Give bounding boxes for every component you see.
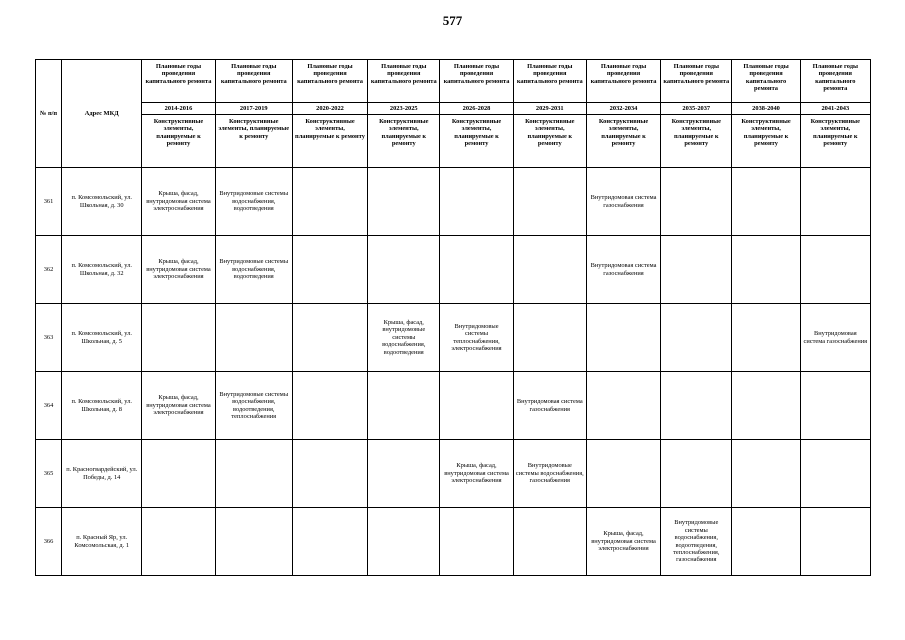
period-title: Плановые годы проведения капитального ремонта	[800, 60, 870, 103]
table-row	[36, 236, 871, 304]
repair-cell	[586, 304, 660, 372]
period-label: 2017-2019	[215, 103, 292, 115]
row-address: п. Комсомольский, ул. Школьная, д. 8	[62, 372, 142, 440]
row-address: п. Красногвардейский, ул. Победы, д. 14	[62, 440, 142, 508]
table-row	[36, 440, 871, 508]
repair-cell	[215, 304, 292, 372]
row-address: п. Комсомольский, ул. Школьная, д. 5	[62, 304, 142, 372]
repair-cell: Внутридомовые системы теплоснабжения, электроснабжения	[440, 304, 513, 372]
repair-cell: Внутридомовая система газоснабжения	[586, 236, 660, 304]
repair-cell	[732, 236, 800, 304]
sub-header: Конструктивные элементы, планируемые к ремонту	[800, 115, 870, 168]
repair-cell	[368, 372, 440, 440]
repair-cell	[368, 508, 440, 576]
col-num-header: № п/п	[36, 60, 62, 168]
repair-cell: Внутридомовая система газоснабжения	[513, 372, 586, 440]
repair-cell: Внутридомовые системы водоснабжения, газоснабжения	[513, 440, 586, 508]
table-row	[36, 168, 871, 236]
repair-cell	[800, 508, 870, 576]
period-label: 2026-2028	[440, 103, 513, 115]
repair-cell	[292, 168, 367, 236]
repair-cell	[440, 236, 513, 304]
repair-cell	[292, 304, 367, 372]
repair-cell	[292, 236, 367, 304]
repair-cell	[368, 168, 440, 236]
row-number: 366	[36, 508, 62, 576]
repair-cell	[142, 508, 215, 576]
sub-header: Конструктивные элементы, планируемые к ремонту	[661, 115, 732, 168]
period-label: 2041-2043	[800, 103, 870, 115]
period-title: Плановые годы проведения капитального ремонта	[368, 60, 440, 103]
header-row-title	[36, 60, 871, 103]
repair-cell	[732, 372, 800, 440]
row-address: п. Красный Яр, ул. Комсомольская, д. 1	[62, 508, 142, 576]
repair-cell: Крыша, фасад, внутридомовая система электроснабжения	[142, 236, 215, 304]
repair-cell	[586, 372, 660, 440]
repair-cell	[732, 440, 800, 508]
sub-header: Конструктивные элементы, планируемые к ремонту	[215, 115, 292, 168]
period-title: Плановые годы проведения капитального ремонта	[142, 60, 215, 103]
capital-repair-plan-table	[35, 59, 871, 576]
repair-cell: Крыша, фасад, внутридомовые системы водоснабжения, водоотведения	[368, 304, 440, 372]
sub-header: Конструктивные элементы, планируемые к ремонту	[142, 115, 215, 168]
repair-cell	[586, 440, 660, 508]
sub-header: Конструктивные элементы, планируемые к ремонту	[368, 115, 440, 168]
repair-cell	[513, 304, 586, 372]
repair-cell	[732, 168, 800, 236]
header-row-subheader	[36, 115, 871, 168]
repair-cell	[440, 508, 513, 576]
repair-cell	[732, 304, 800, 372]
repair-cell	[513, 236, 586, 304]
repair-cell: Внутридомовые системы водоснабжения, водоотведения	[215, 168, 292, 236]
repair-cell	[215, 508, 292, 576]
repair-cell	[368, 236, 440, 304]
repair-cell	[732, 508, 800, 576]
repair-cell: Крыша, фасад, внутридомовая система электроснабжения	[440, 440, 513, 508]
page-number: 577	[442, 13, 463, 28]
repair-cell	[142, 440, 215, 508]
period-label: 2014-2016	[142, 103, 215, 115]
period-label: 2023-2025	[368, 103, 440, 115]
period-title: Плановые годы проведения капитального ремонта	[215, 60, 292, 103]
repair-cell	[215, 440, 292, 508]
period-label: 2035-2037	[661, 103, 732, 115]
repair-cell	[440, 372, 513, 440]
repair-cell	[513, 508, 586, 576]
repair-cell	[800, 440, 870, 508]
period-label: 2029-2031	[513, 103, 586, 115]
repair-cell: Внутридомовая система газоснабжения	[586, 168, 660, 236]
row-number: 361	[36, 168, 62, 236]
table-row	[36, 372, 871, 440]
repair-cell	[661, 372, 732, 440]
repair-cell	[661, 236, 732, 304]
repair-cell	[292, 508, 367, 576]
repair-cell: Внутридомовые системы водоснабжения, водоотведения, теплоснабжения, газоснабжения	[661, 508, 732, 576]
repair-cell: Крыша, фасад, внутридомовая система электроснабжения	[142, 372, 215, 440]
repair-cell: Крыша, фасад, внутридомовая система электроснабжения	[586, 508, 660, 576]
sub-header: Конструктивные элементы, планируемые к ремонту	[440, 115, 513, 168]
period-label: 2038-2040	[732, 103, 800, 115]
repair-cell	[800, 236, 870, 304]
header-row-periods	[36, 103, 871, 115]
row-number: 362	[36, 236, 62, 304]
sub-header: Конструктивные элементы, планируемые к ремонту	[586, 115, 660, 168]
period-label: 2032-2034	[586, 103, 660, 115]
period-title: Плановые годы проведения капитального ремонта	[292, 60, 367, 103]
repair-cell	[292, 372, 367, 440]
row-address: п. Комсомольский, ул. Школьная, д. 32	[62, 236, 142, 304]
row-number: 365	[36, 440, 62, 508]
repair-cell	[800, 168, 870, 236]
row-number: 363	[36, 304, 62, 372]
repair-cell	[661, 440, 732, 508]
table-row	[36, 508, 871, 576]
period-title: Плановые годы проведения капитального ремонта	[732, 60, 800, 103]
repair-cell: Внутридомовая система газоснабжения	[800, 304, 870, 372]
sub-header: Конструктивные элементы, планируемые к ремонту	[513, 115, 586, 168]
repair-cell	[142, 304, 215, 372]
repair-cell	[661, 304, 732, 372]
table-row	[36, 304, 871, 372]
repair-cell	[800, 372, 870, 440]
period-title: Плановые годы проведения капитального ремонта	[586, 60, 660, 103]
repair-cell: Внутридомовые системы водоснабжения, водоотведения	[215, 236, 292, 304]
period-title: Плановые годы проведения капитального ремонта	[661, 60, 732, 103]
repair-cell	[292, 440, 367, 508]
period-title: Плановые годы проведения капитального ремонта	[513, 60, 586, 103]
row-number: 364	[36, 372, 62, 440]
repair-cell	[513, 168, 586, 236]
repair-cell: Внутридомовые системы водоснабжения, водоотведения, теплоснабжения	[215, 372, 292, 440]
sub-header: Конструктивные элементы, планируемые к ремонту	[292, 115, 367, 168]
row-address: п. Комсомольский, ул. Школьная, д. 30	[62, 168, 142, 236]
period-label: 2020-2022	[292, 103, 367, 115]
repair-cell: Крыша, фасад, внутридомовая система электроснабжения	[142, 168, 215, 236]
sub-header: Конструктивные элементы, планируемые к ремонту	[732, 115, 800, 168]
col-address-header: Адрес МКД	[62, 60, 142, 168]
period-title: Плановые годы проведения капитального ремонта	[440, 60, 513, 103]
repair-cell	[440, 168, 513, 236]
repair-cell	[368, 440, 440, 508]
repair-cell	[661, 168, 732, 236]
